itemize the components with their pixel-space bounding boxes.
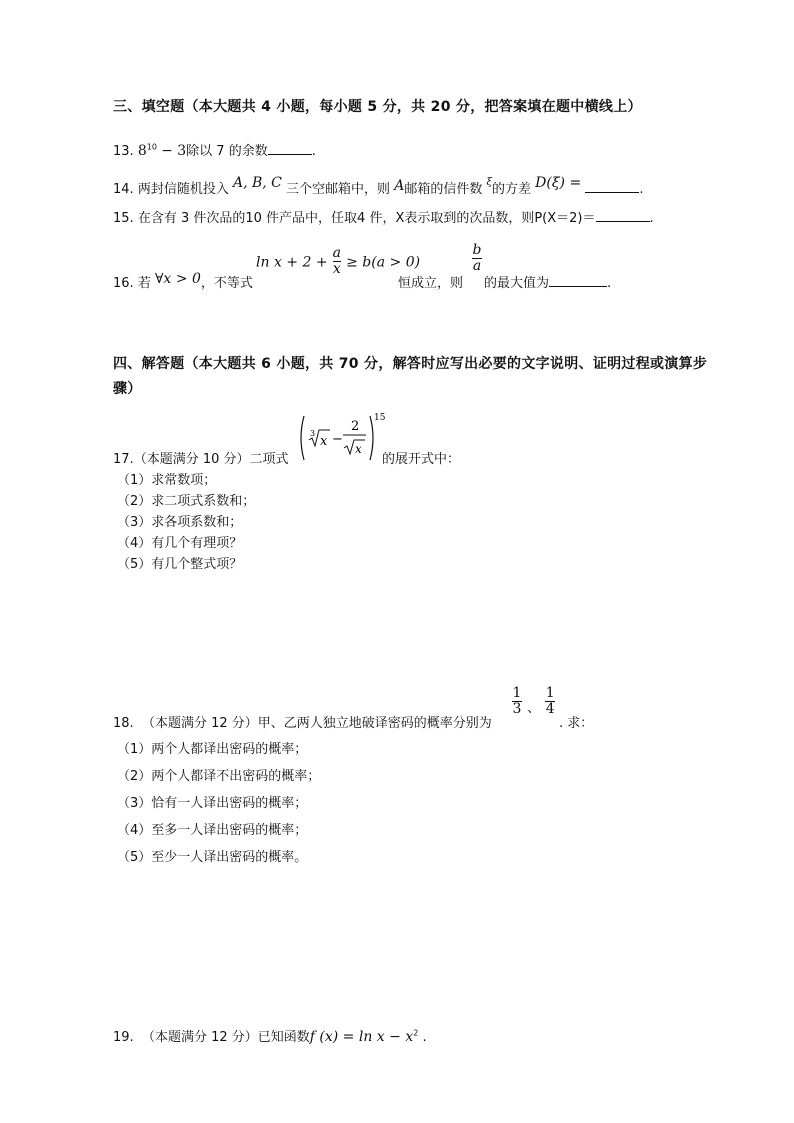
q16-ratio-num: b — [472, 242, 482, 258]
q18-item-4: （4）至多一人译出密码的概率； — [117, 823, 308, 838]
q19-lead: （本题满分 12 分）已知函数 — [141, 1030, 310, 1045]
section-3-title: 三、填空题（本大题共 4 小题，每小题 5 分，共 20 分，把答案填在题中横线上） — [113, 99, 642, 115]
q17-power: 15 — [374, 413, 386, 423]
question-15-number: 15. — [113, 211, 134, 226]
left-paren — [301, 416, 304, 460]
question-16-number: 16. — [113, 276, 134, 291]
q16-ratio-den: a — [472, 258, 482, 275]
q17-root-arg: x — [320, 434, 328, 449]
q16-text-d: 的最大值为 — [484, 276, 550, 291]
q16-ineq-b: ≥ b(a > 0) — [346, 254, 421, 271]
q17-item-5: （5）有几个整式项？ — [117, 557, 243, 572]
question-18 — [113, 712, 492, 731]
question-17-number: 17. — [113, 452, 134, 467]
q14-text-a: 两封信随机投入 — [137, 182, 229, 197]
q17-item-1: （1）求常数项； — [117, 473, 217, 488]
q17-tail-wrap — [382, 448, 460, 467]
q18-tail-wrap — [559, 712, 593, 731]
question-19 — [113, 1026, 427, 1045]
q14-xi: ξ — [486, 177, 492, 188]
q16-condition: ∀x > 0 — [154, 271, 201, 287]
q14-variance-expr: D(ξ) = — [535, 175, 582, 191]
question-13 — [113, 140, 316, 159]
question-14 — [113, 175, 644, 197]
q17-binomial-svg — [296, 410, 386, 466]
q16-ratio — [472, 243, 482, 275]
q13-end: . — [311, 144, 316, 159]
q13-exponent: 10 — [146, 142, 157, 152]
q16-tail-2 — [484, 272, 611, 291]
question-13-number: 13. — [113, 144, 134, 159]
question-17 — [113, 448, 289, 467]
q14-end: . — [639, 182, 644, 197]
q14-vars: A, B, C — [232, 175, 282, 191]
q19-end: . — [422, 1030, 427, 1045]
q16-end: . — [607, 276, 612, 291]
q14-text-c: 邮箱的信件数 — [404, 182, 483, 197]
q17-lead: （本题满分 10 分）二项式 — [133, 452, 289, 467]
q14-answer-blank[interactable] — [585, 192, 639, 193]
q16-tail — [398, 272, 463, 291]
question-18-number: 18. — [113, 716, 134, 731]
q17-binomial-expression — [296, 410, 386, 470]
q16-frac-num: a — [332, 245, 342, 261]
q17-minus: − — [332, 432, 343, 447]
q13-tail: − 3 — [161, 143, 187, 159]
q18-p2 — [545, 686, 555, 718]
q18-item-5: （5）至少一人译出密码的概率。 — [117, 850, 308, 865]
q15-text: 在含有 3 件次品的10 件产品中，任取4 件，X表示取到的次品数，则P(X＝2)＝ — [137, 211, 596, 226]
q17-item-3: （3）求各项系数和； — [117, 515, 243, 530]
q16-answer-blank[interactable] — [549, 286, 607, 287]
q18-p1 — [512, 686, 522, 718]
q15-end: . — [649, 211, 654, 226]
q14-mailbox: A — [394, 178, 405, 194]
q15-answer-blank[interactable] — [596, 221, 650, 222]
q16-text-b: ，不等式 — [200, 276, 253, 291]
q17-frac-num: 2 — [351, 419, 360, 434]
q18-p2-num: 1 — [545, 685, 555, 701]
q18-probabilities — [512, 686, 555, 718]
q16-ineq-a: ln x + 2 + — [256, 254, 328, 271]
question-14-number: 14. — [113, 182, 134, 197]
q19-function: f (x) = ln x − x — [309, 1029, 414, 1045]
q18-p1-num: 1 — [512, 685, 522, 701]
q18-p2-den: 4 — [545, 701, 555, 718]
section-4-title-line-1: 四、解答题（本大题共 6 小题，共 70 分，解答时应写出必要的文字说明、证明过程或演算步 — [113, 356, 708, 372]
q13-answer-blank[interactable] — [268, 154, 312, 155]
q16-fraction — [333, 246, 341, 278]
q16-text-a: 若 — [137, 276, 151, 291]
q19-power: 2 — [413, 1028, 419, 1038]
q18-tail: . 求： — [559, 716, 594, 731]
q17-item-4: （4）有几个有理项？ — [117, 536, 243, 551]
q16-frac-den: x — [332, 261, 341, 278]
q17-frac-den-arg: x — [355, 442, 362, 456]
question-15 — [113, 207, 654, 226]
q18-item-3: （3）恰有一人译出密码的概率； — [117, 796, 308, 811]
right-paren — [370, 416, 373, 460]
question-19-number: 19. — [113, 1030, 134, 1045]
q18-item-1: （1）两个人都译出密码的概率； — [117, 742, 308, 757]
q17-tail: 的展开式中： — [382, 452, 461, 467]
section-4-title-line-2: 骤） — [113, 381, 142, 397]
q18-lead: （本题满分 12 分）甲、乙两人独立地破译密码的概率分别为 — [141, 716, 492, 731]
q14-text-d: 的方差 — [492, 182, 532, 197]
q14-text-b: 三个空邮箱中，则 — [286, 182, 391, 197]
q13-text: 除以 7 的余数 — [186, 144, 268, 159]
question-16 — [113, 272, 253, 291]
q16-inequality — [256, 246, 420, 278]
q16-text-c: 恒成立，则 — [398, 276, 464, 291]
q18-sep: 、 — [527, 701, 541, 717]
q17-root-index: 3 — [310, 429, 316, 438]
q17-item-2: （2）求二项式系数和； — [117, 494, 256, 509]
q18-p1-den: 3 — [512, 701, 522, 718]
q16-ratio-fraction — [472, 243, 482, 275]
q13-base: 8 — [137, 143, 147, 159]
q18-item-2: （2）两个人都译不出密码的概率； — [117, 769, 321, 784]
